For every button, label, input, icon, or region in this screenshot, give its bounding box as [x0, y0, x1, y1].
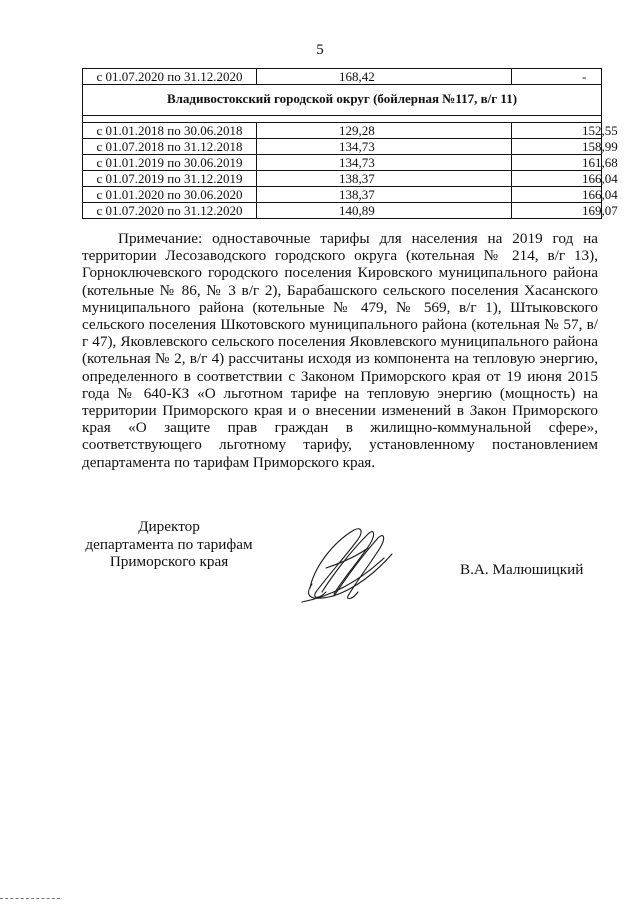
position-line-3: Приморского края	[109, 553, 229, 570]
section-title: Владивостокский городской округ (бойлерная №117, в/г 11)	[83, 85, 602, 116]
position-line-1: Директор	[138, 518, 200, 535]
value1-cell: 138,37	[257, 171, 512, 187]
period-cell: с 01.07.2019 по 31.12.2019	[83, 171, 257, 187]
period-cell: с 01.01.2020 по 30.06.2020	[83, 187, 257, 203]
period-cell: с 01.07.2018 по 31.12.2018	[83, 139, 257, 155]
value2-cell: 166,04	[512, 171, 602, 187]
value1-cell: 134,73	[257, 155, 512, 171]
period-cell: с 01.07.2020 по 31.12.2020	[83, 69, 257, 85]
table-row	[83, 139, 602, 155]
footer-scan-mark	[0, 898, 60, 901]
signer-position	[74, 518, 264, 571]
table-body-bottom	[83, 123, 618, 219]
table-row	[83, 171, 602, 187]
value1-cell: 129,28	[257, 123, 512, 139]
table-row	[83, 123, 602, 139]
page-number: 5	[316, 42, 324, 58]
spacer-cell	[83, 116, 602, 123]
handwritten-signature	[292, 518, 402, 608]
value2-cell: -	[512, 69, 602, 85]
value1-cell: 134,73	[257, 139, 512, 155]
value2-cell: 166,04	[512, 187, 602, 203]
section-header-row	[83, 85, 602, 116]
tariff-table	[82, 68, 618, 219]
note-paragraph: Примечание: одноставочные тарифы для населения на 2019 год на территории Лесозаводского городского округа (котельная № 214, в/г 13), Горноключевского городского поселения Кировского муниципального района (котельные № 86, № 3 в/г 2), Барабашского сельского поселения Хасанского муниципального района (котельные № 479, № 569, в/г 1), Штыковского сельского поселения Шкотовского муниципального района (котельная № 57, в/г 47), Яковлевского сельского поселения Яковлевского муниципального района (котельная № 2, в/г 4) рассчитаны исходя из компонента на тепловую энергию, определенного в соответствии с Законом Приморского края от 19 июня 2015 года № 640-КЗ «О льготном тарифе на тепловую энергию (мощность) на территории Приморского края и о внесении изменений в Закон Приморского края «О защите прав граждан в жилищно-коммунальной сфере», соответствующего льготному тарифу, установленному постановлением департамента по тарифам Приморского края.	[82, 230, 598, 471]
table-section	[83, 85, 602, 123]
spacer-row	[83, 116, 602, 123]
period-cell: с 01.01.2018 по 30.06.2018	[83, 123, 257, 139]
period-cell: с 01.01.2019 по 30.06.2019	[83, 155, 257, 171]
value1-cell: 168,42	[257, 69, 512, 85]
table-body-top	[83, 69, 602, 85]
value2-cell: 152,55	[512, 123, 602, 139]
value2-cell: 169,07	[512, 203, 602, 219]
table-row	[83, 155, 602, 171]
table-row	[83, 69, 602, 85]
signer-name: В.А. Малюшицкий	[460, 561, 584, 578]
position-line-2: департамента по тарифам	[85, 535, 253, 553]
value2-cell: 158,99	[512, 139, 602, 155]
value1-cell: 138,37	[257, 187, 512, 203]
table-row	[83, 187, 602, 203]
table-row	[83, 203, 602, 219]
value1-cell: 140,89	[257, 203, 512, 219]
value2-cell: 161,68	[512, 155, 602, 171]
period-cell: с 01.07.2020 по 31.12.2020	[83, 203, 257, 219]
